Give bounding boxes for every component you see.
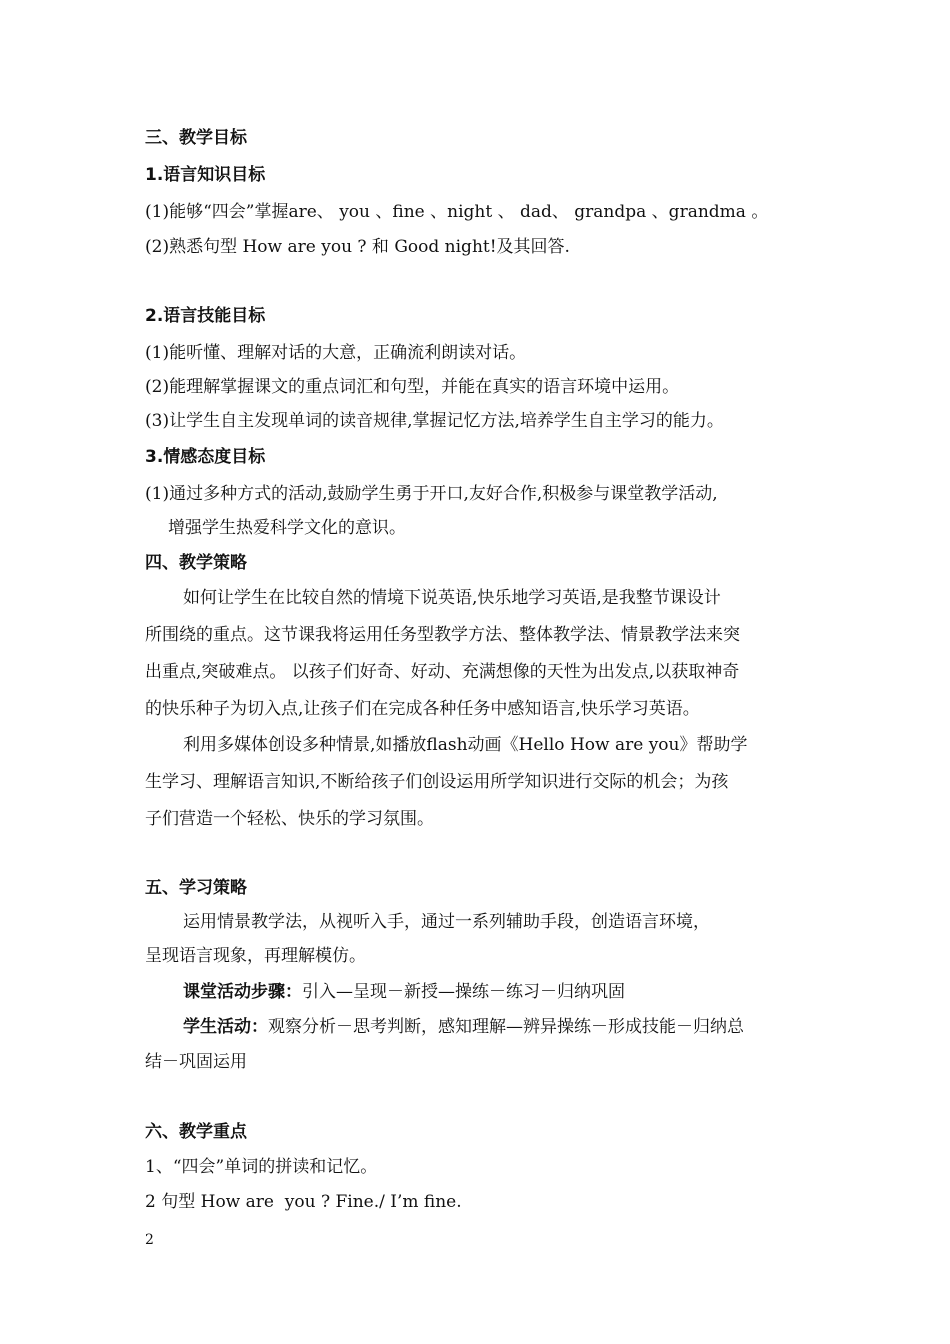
section-3-heading: 三、教学目标 [145,128,247,148]
strategy-paragraph-2-line-2: 生学习、理解语言知识,不断给孩子们创设运用所学知识进行交际的机会；为孩 [145,772,729,792]
student-activities-text: 观察分析－思考判断，感知理解—辨异操练－形成技能－归纳总 [268,1017,744,1037]
attitude-item-1-line-1: (1)通过多种方式的活动,鼓励学生勇于开口,友好合作,积极参与课堂教学活动, [145,484,718,504]
strategy-paragraph-2-line-1: 利用多媒体创设多种情景,如播放flash动画《Hello How are you》帮助学 [183,735,748,755]
learning-strategy-line-1: 运用情景教学法，从视听入手，通过一系列辅助手段，创造语言环境， [183,912,710,932]
class-activity-steps-label: 课堂活动步骤： [183,982,302,1002]
subheading-language-skills: 2.语言技能目标 [145,306,266,326]
subheading-language-knowledge: 1.语言知识目标 [145,165,266,185]
learning-strategy-line-2: 呈现语言现象，再理解模仿。 [145,946,366,966]
strategy-paragraph-1-line-4: 的快乐种子为切入点,让孩子们在完成各种任务中感知语言,快乐学习英语。 [145,699,700,719]
attitude-item-1-line-2: 增强学生热爱科学文化的意识。 [168,518,406,538]
knowledge-item-2: (2)熟悉句型 How are you ? 和 Good night!及其回答. [145,237,570,257]
strategy-paragraph-1-line-2: 所围绕的重点。这节课我将运用任务型教学方法、整体教学法、情景教学法来突 [145,625,740,645]
strategy-paragraph-1-line-3: 出重点,突破难点。 以孩子们好奇、好动、充满想像的天性为出发点,以获取神奇 [145,662,740,682]
key-point-2: 2 句型 How are you ? Fine./ I’m fine. [145,1192,462,1212]
skills-item-2: (2)能理解掌握课文的重点词汇和句型，并能在真实的语言环境中运用。 [145,377,680,397]
strategy-paragraph-1-line-1: 如何让学生在比较自然的情境下说英语,快乐地学习英语,是我整节课设计 [183,588,721,608]
page-number: 2 [145,1232,154,1248]
skills-item-1: (1)能听懂、理解对话的大意，正确流利朗读对话。 [145,343,527,363]
student-activities-line-2: 结－巩固运用 [145,1052,247,1072]
student-activities-line-1 [183,1015,744,1039]
class-activity-steps-text: 引入—呈现－新授—操练－练习－归纳巩固 [302,982,625,1002]
section-5-heading: 五、学习策略 [145,878,247,898]
key-point-1: 1、“四会”单词的拼读和记忆。 [145,1157,378,1177]
student-activities-label: 学生活动： [183,1017,268,1037]
section-6-heading: 六、教学重点 [145,1122,247,1142]
section-4-heading: 四、教学策略 [145,553,247,573]
strategy-paragraph-2-line-3: 子们营造一个轻松、快乐的学习氛围。 [145,809,434,829]
skills-item-3: (3)让学生自主发现单词的读音规律,掌握记忆方法,培养学生自主学习的能力。 [145,411,724,431]
subheading-attitude: 3.情感态度目标 [145,447,266,467]
knowledge-item-1: (1)能够“四会”掌握are、 you 、fine 、night 、 dad、 grandpa 、grandma 。 [145,202,769,222]
class-activity-steps [183,980,625,1004]
